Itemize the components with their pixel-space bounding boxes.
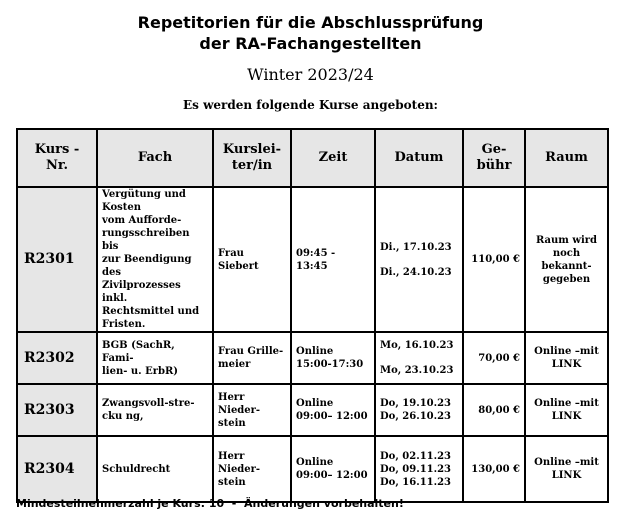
course-number: R2304: [17, 436, 97, 502]
course-subject: Vergütung und Kosten vom Aufforde- rungsschreiben bis zur Beendigung des Zivilprozesses inkl. Rechtsmittel und Fristen.: [97, 187, 213, 332]
course-subject: BGB (SachR, Fami- lien- u. ErbR): [97, 332, 213, 384]
table-row: [17, 436, 608, 502]
course-instructor: Herr Nieder- stein: [213, 436, 291, 502]
course-date: Do, 09.11.23: [380, 463, 452, 475]
course-fee: 130,00 €: [463, 436, 525, 502]
column-header-kursleiter-text: Kurslei- ter/in: [222, 142, 282, 173]
column-header-datum-text: Datum: [394, 150, 444, 165]
course-time: Online 09:00– 12:00: [291, 384, 375, 436]
course-subject: Schuldrecht: [97, 436, 213, 502]
column-header-raum: [525, 129, 608, 187]
column-header-fach-text: Fach: [137, 150, 173, 165]
course-fee: 110,00 €: [463, 187, 525, 332]
course-instructor: Frau Grille- meier: [213, 332, 291, 384]
column-header-datum: [375, 129, 463, 187]
course-date: Mo, 23.10.23: [380, 365, 454, 376]
course-instructor: Frau Siebert: [213, 187, 291, 332]
column-header-gebuehr-text: Ge- bühr: [476, 142, 512, 173]
course-number: R2301: [17, 187, 97, 332]
course-dates: [375, 384, 463, 436]
table-row: [17, 187, 608, 332]
document-title-line-2: der RA-Fachangestellten: [199, 34, 422, 53]
course-date: Di., 24.10.23: [380, 266, 452, 278]
course-room: Online –mit LINK: [525, 384, 608, 436]
table-header-row: [17, 129, 608, 187]
course-room: Online –mit LINK: [525, 332, 608, 384]
course-time: Online 09:00– 12:00: [291, 436, 375, 502]
course-number: R2302: [17, 332, 97, 384]
intro-text: Es werden folgende Kurse angeboten:: [182, 98, 438, 112]
course-dates: [375, 187, 463, 332]
course-subject: Zwangsvoll-stre- cku ng,: [97, 384, 213, 436]
course-room: Raum wird noch bekannt- gegeben: [525, 187, 608, 332]
column-header-kurs-nr: [17, 129, 97, 187]
column-header-fach: [97, 129, 213, 187]
course-fee: 70,00 €: [463, 332, 525, 384]
column-header-zeit: [291, 129, 375, 187]
course-date: Mo, 16.10.23: [380, 340, 454, 351]
course-instructor: Herr Nieder- stein: [213, 384, 291, 436]
column-header-kurs-nr-text: Kurs - Nr.: [34, 142, 80, 173]
course-date: Do, 19.10.23: [380, 398, 452, 409]
course-date: Do, 16.11.23: [380, 476, 452, 488]
column-header-kursleiter: [213, 129, 291, 187]
document-title-line-1: Repetitorien für die Abschlussprüfung: [137, 13, 484, 32]
course-time: Online 15:00-17:30: [291, 332, 375, 384]
course-time: 09:45 - 13:45: [291, 187, 375, 332]
season-label: Winter 2023/24: [247, 65, 374, 84]
course-date: Do, 26.10.23: [380, 411, 452, 422]
footer-note: Mindesteilnehmerzahl je Kurs: 10 - Änderungen vorbehalten!: [16, 497, 404, 510]
course-table: [16, 128, 609, 503]
course-number: R2303: [17, 384, 97, 436]
course-dates: [375, 436, 463, 502]
column-header-zeit-text: Zeit: [318, 150, 348, 165]
column-header-raum-text: Raum: [545, 150, 588, 165]
column-header-gebuehr: [463, 129, 525, 187]
course-dates: [375, 332, 463, 384]
table-row: [17, 332, 608, 384]
course-date: Do, 02.11.23: [380, 450, 452, 462]
course-date: Di., 17.10.23: [380, 241, 452, 253]
course-fee: 80,00 €: [463, 384, 525, 436]
table-row: [17, 384, 608, 436]
course-room: Online –mit LINK: [525, 436, 608, 502]
